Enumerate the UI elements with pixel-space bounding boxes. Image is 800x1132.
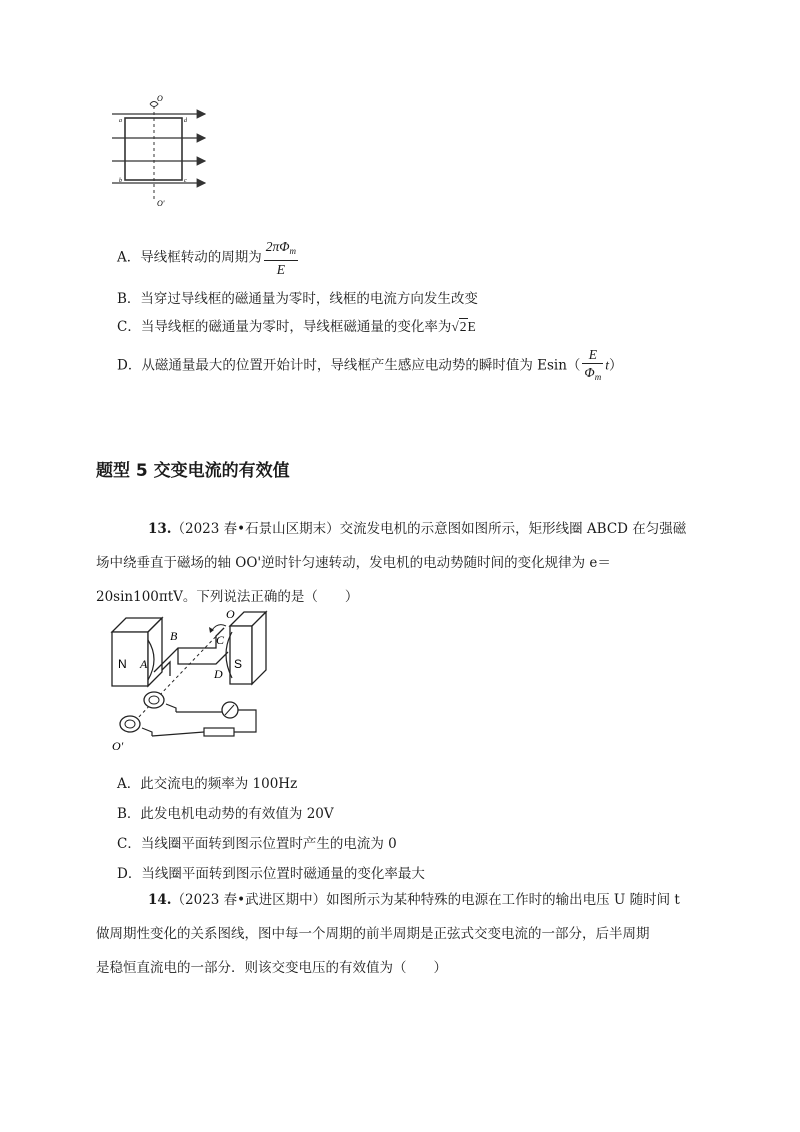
fig2-label-o: O [226,607,235,621]
q13-option-d[interactable]: D．当线圈平面转到图示位置时磁通量的变化率最大 [117,866,425,882]
figure-ac-generator [104,604,274,754]
fig1-label-o: O [157,94,163,103]
fig2-label-b: B [170,629,178,643]
figure-rotating-frame [108,92,218,212]
period-fraction: $\frac{2\pi\Phi_m}{E}$ [265,239,297,277]
q12-option-c[interactable]: C．当导线框的磁通量为零时，导线框磁通量的变化率为√2E [117,319,476,335]
sqrt-symbol: √2 [451,319,467,334]
fig2-label-a: A [140,657,148,671]
fig1-label-b: b [119,178,122,184]
q14-stem: 14.（2023 春•武进区期中）如图所示为某种特殊的电源在工作时的输出电压 U 随时间 t 做周期性变化的关系图线，图中每一个周期的前半周期是正弦式交变电流的一部分，后半周期 是稳恒直流电的一部分．则该交变电压的有效值为（ ） [96,892,680,976]
q12-option-d[interactable]: D．从磁通量最大的位置开始计时，导线框产生感应电动势的瞬时值为 Esin（ $\frac{E}{\Phi_m}$ t） [117,346,622,386]
emf-fraction: $\frac{E}{\Phi_m}$ [584,347,602,382]
q12-option-b[interactable]: B．当穿过导线框的磁通量为零时，线框的电流方向发生改变 [117,291,478,307]
fig1-label-o-prime: O' [157,199,165,208]
fig1-label-d: d [184,118,187,124]
fig1-label-a: a [119,118,122,124]
fig2-label-o-prime: O' [112,739,124,753]
q14-number: 14. [148,892,172,908]
section-heading: 题型 5 交变电流的有效值 [96,461,290,481]
q13-option-b[interactable]: B．此发电机电动势的有效值为 20V [117,806,334,822]
fig1-label-c: c [184,178,187,184]
q13-option-a[interactable]: A．此交流电的频率为 100Hz [117,776,298,792]
q12-option-a[interactable]: A．导线框转动的周期为 $\frac{2\pi\Phi_m}{E}$ [117,239,297,277]
fig2-label-s: S [234,657,243,671]
q13-number: 13. [148,521,172,537]
q13-stem: 13.（2023 春•石景山区期末）交流发电机的示意图如图所示，矩形线圈 ABCD 在匀强磁 场中绕垂直于磁场的轴 OO'逆时针匀速转动，发电机的电动势随时间的变化规律为 e＝ 20sin100πtV。下列说法正确的是（ ） [96,521,687,605]
q13-option-c[interactable]: C．当线圈平面转到图示位置时产生的电流为 0 [117,836,397,852]
fig2-label-c: C [216,633,225,647]
fig2-label-d: D [214,667,223,681]
fig2-label-n: N [118,657,127,671]
